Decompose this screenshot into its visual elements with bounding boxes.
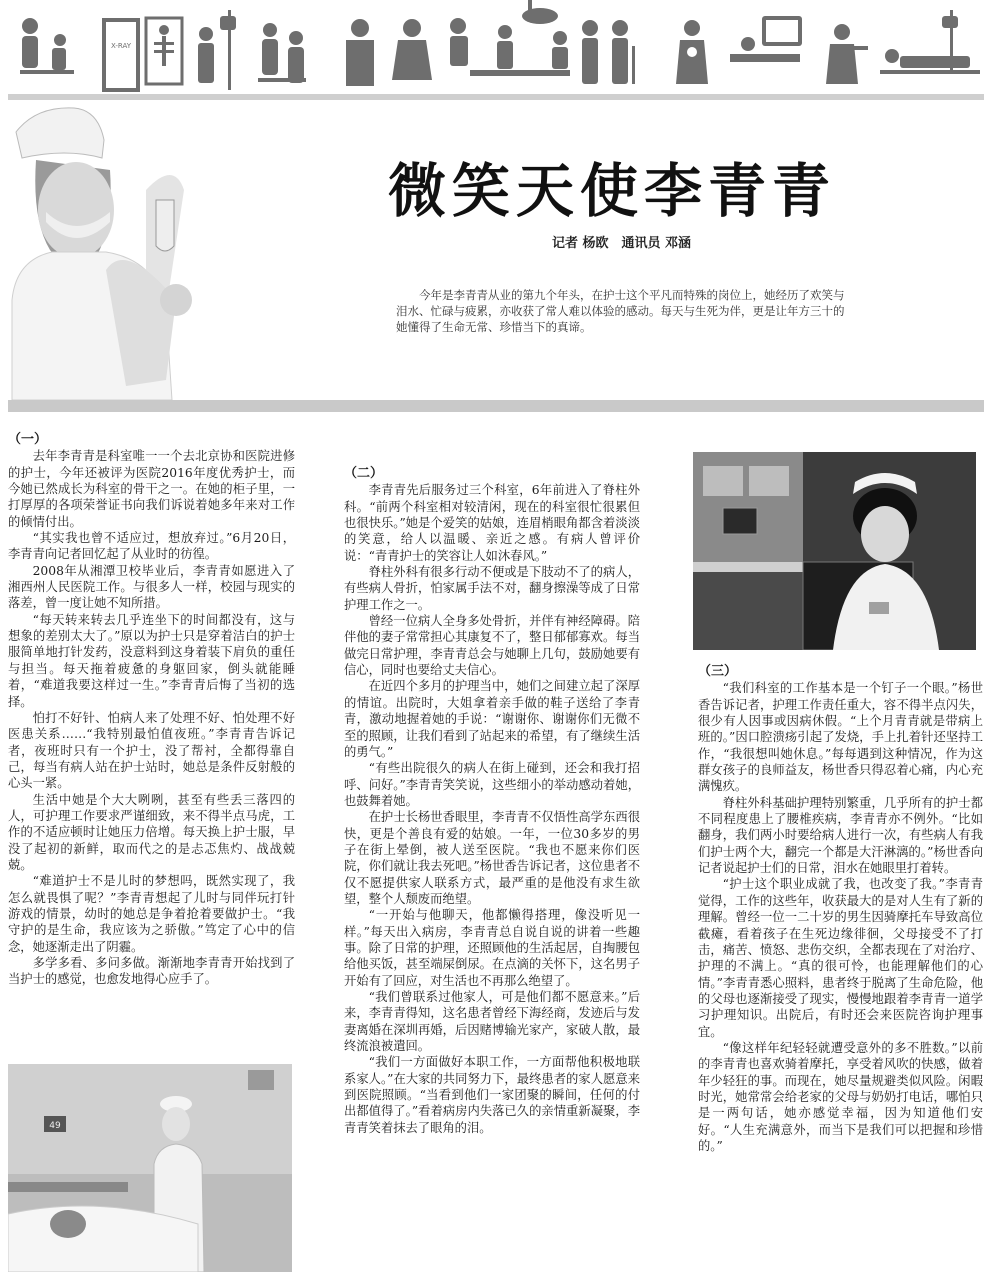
column-2: [344, 466, 640, 1136]
article-title: 微笑天使李青青: [388, 157, 837, 225]
paragraph: “我们科室的工作基本是一个钉子一个眼。”杨世香告诉记者，护理工作责任重大，容不得半点闪失，很少有人因事或因病休假。“上个月青青就是带病上班的。”因口腔溃疡引起了发烧，手上扎着针还坚持工作，“我很想叫她休息。”每每遇到这种情况，作为这群女孩子的良师益友，杨世香只得忍着心痛，内心充满愧疚。: [698, 681, 983, 794]
nurse-holding-baby-icon: [676, 20, 708, 84]
paragraph: 脊柱外科基础护理特别繁重，几乎所有的护士都不同程度患上了腰椎疾病，李青青亦不例外。“比如翻身，我们两小时要给病人进行一次，有些病人有我们护士两个大，翻完一个都是大汗淋漓的。”杨世香向记者说起护士们的日常，泪水在她眼里打着转。: [698, 795, 983, 876]
paragraph: “一开始与他聊天，他都懒得搭理，像没听见一样。”每天出入病房，李青青总自说自说的讲着一些趣事。除了日常的护理，还照顾他的生活起居，自掏腰包给他买饭，甚至端屎倒尿。在点滴的关怀下，这名男子开始有了回应，对生活也不再那么绝望了。: [344, 908, 640, 988]
paragraph: “每天转来转去几乎连坐下的时间都没有，这与想象的差别太大了。”原以为护士只是穿着洁白的护士服简单地打针发药，没意料到这身着装下肩负的重任与担当。每天拖着疲惫的身躯回家，倒头就能睡着，“难道我要这样过一生。”李青青后悔了当初的选择。: [8, 612, 295, 709]
section-divider: [8, 400, 984, 412]
doctor-icon: [346, 19, 374, 86]
paragraph: “有些出院很久的病人在街上碰到，还会和我打招呼、问好。”李青青笑笑说，这些细小的举动感动着她，也鼓舞着她。: [344, 761, 640, 808]
article-byline: 记者 杨欧 通讯员 邓涵: [552, 236, 692, 251]
photo-nurse-bedside: [8, 1064, 292, 1272]
section-heading-1: （一）: [8, 432, 48, 447]
paragraph: “像这样年纪轻轻就遭受意外的多不胜数。”以前的李青青也喜欢骑着摩托，享受着风吹的快感，做着年少轻狂的事。而现在，她尽量规避类似风险。闲暇时光，她常常会给老家的父母与奶奶打电话，哪怕只是一两句话，她亦感觉幸福，因为知道他们安好。“人生充满意外，而当下是我们可以把握和珍惜的。”: [698, 1040, 983, 1153]
skeleton-chart-icon: [146, 18, 182, 84]
paragraph: “难道护士不是儿时的梦想吗，既然实现了，我怎么就畏惧了呢？”李青青想起了儿时与同伴玩打针游戏的情景，幼时的她总是争着抢着要做护士。“我守护的是生命，我应该为之骄傲。”笃定了心中的信念，她逐渐走出了阴霾。: [8, 874, 295, 954]
banner-pictograms: [0, 0, 991, 96]
section-heading-2: （二）: [344, 466, 384, 481]
paragraph: “其实我也曾不适应过，想放弃过。”6月20日，李青青向记者回忆起了从业时的彷徨。: [8, 531, 295, 562]
photo-nurse-at-computer: [693, 452, 976, 650]
nurse-caring-icon: [258, 23, 306, 83]
paragraph: 脊柱外科有很多行动不便或是下肢动不了的病人，有些病人骨折，怕家属手法不对，翻身擦澡等成了日常护理工作之一。: [344, 565, 640, 612]
paragraph: “我们一方面做好本职工作，一方面帮他积极地联系家人。”在大家的共同努力下，最终患者的家人愿意来到医院照顾。“当看到他们一家团聚的瞬间，任何的付出都值得了。”看着病房内失落已久的亲情重新凝聚，李青青笑着抹去了眼角的泪。: [344, 1055, 640, 1135]
column-1: [8, 432, 295, 988]
nurse-icon: [392, 19, 432, 80]
paragraph: 曾经一位病人全身多处骨折，并伴有神经障碍。陪伴他的妻子常常担心其康复不了，整日郁郁寡欢。每当做完日常护理，李青青总会与她聊上几句，鼓励她要有信心，同时也要给丈夫信心。: [344, 614, 640, 678]
paragraph: “我们曾联系过他家人，可是他们都不愿意来。”后来，李青青得知，这名患者曾经下海经商，发迹后与发妻离婚在深圳再婚，后因赌博输光家产，家破人散，最终流浪被遣回。: [344, 990, 640, 1054]
paragraph: 多学多看、多问多做。渐渐地李青青开始找到了当护士的感觉，也愈发地得心应手了。: [8, 956, 295, 987]
paragraph: 生活中她是个大大咧咧，甚至有些丢三落四的人，可护理工作要求严谨细致，来不得半点马虎，工作的不适应顿时让她压力倍增。每天换上护士服，早没了起初的新鲜，取而代之的是忐忑焦灼、战战兢兢。: [8, 792, 295, 872]
nurse-with-patient-icon: [20, 18, 74, 74]
paragraph: 2008年从湘潭卫校毕业后，李青青如愿进入了湘西州人民医院工作。与很多人一样，校园与现实的落差，曾一度让她不知所措。: [8, 563, 295, 611]
paragraph: 去年李青青是科室唯一一个去北京协和医院进修的护士，今年还被评为医院2016年度优秀护士，而今她已然成长为科室的骨干之一。在她的柜子里，一打厚厚的各项荣誉证书向我们诉说着她多年来对工作的倾情付出。: [8, 449, 295, 529]
header-banner: [0, 0, 991, 96]
paragraph: “护士这个职业成就了我，也改变了我。”李青青觉得，工作的这些年，收获最大的是对人生有了新的理解。曾经一位一二十岁的男生因骑摩托车导致高位截瘫，看着孩子在生死边缘徘徊，父母接受不了打击，痛苦、愤怒、悲伤交织，全都表现在了对治疗、护理的不满上。“真的很可怜，也能理解他们的心情。”李青青悉心照料，患者终于脱离了生命危险，他的父母也逐渐接受了现实，慢慢地跟着李青青一道学习护理知识。出院后，有时还会来医院咨询护理事宜。: [698, 877, 983, 1039]
section-heading-3: （三）: [698, 664, 738, 679]
svg-text:X-RAY: X-RAY: [110, 42, 132, 50]
paragraph: 在护士长杨世香眼里，李青青不仅悟性高学东西很快，更是个善良有爱的姑娘。一年，一位30多岁的男子在街上晕倒，被人送至医院。“我也不愿来你们医院，你们就让我去死吧。”杨世香告诉记者，这位患者不仅不愿提供家人联系方式，最严重的是他没有求生欲望，整个人颓废而绝望。: [344, 810, 640, 906]
surgery-team-icon: [470, 25, 570, 76]
bed-number-sign: 49: [49, 1121, 61, 1131]
hospital-bed-patient-icon: [880, 10, 980, 74]
paragraph: 在近四个多月的护理当中，她们之间建立起了深厚的情谊。出院时，大姐拿着亲手做的鞋子送给了李青青，激动地握着她的手说：“谢谢你、谢谢你们无微不至的照顾，让我们看到了站起来的希望，有了继续生活的勇气。”: [344, 679, 640, 759]
paragraph: 怕打不好针、怕病人来了处理不好、怕处理不好医患关系……“我特别最怕值夜班。”李青青告诉记者，夜班时只有一个护士，没了帮衬，全都得靠自己，每当有病人站在护士站时，她总是条件反射般的心头一紧。: [8, 710, 295, 791]
article-lead: 今年是李青青从业的第九个年头，在护士这个平凡而特殊的岗位上，她经历了欢笑与泪水、忙碌与疲累，亦收获了常人难以体验的感动。每天与生死为伴，更是让年方三十的她懂得了生命无常、珍惜当下的真谛。: [396, 288, 845, 334]
operating-lamp-icon: [522, 0, 558, 24]
ultrasound-icon: [730, 16, 802, 62]
column-3: [698, 664, 983, 1154]
iv-drip-icon: [198, 10, 236, 90]
paragraph: 李青青先后服务过三个科室，6年前进入了脊柱外科。“前两个科室相对较清闲，现在的科室很忙很累但也很快乐。”她是个爱笑的姑娘，连眉梢眼角都含着淡淡的笑意，给人以温暖、亲近之感。有病人曾评价说：“青青护士的笑容让人如沐春风。”: [344, 483, 640, 563]
surgeon-icon: [450, 18, 468, 66]
nurse-with-tray-icon: [826, 24, 868, 84]
hero-photo-nurse: [6, 100, 196, 400]
elderly-couple-icon: [582, 20, 635, 84]
x-ray-machine-icon: [104, 20, 138, 90]
